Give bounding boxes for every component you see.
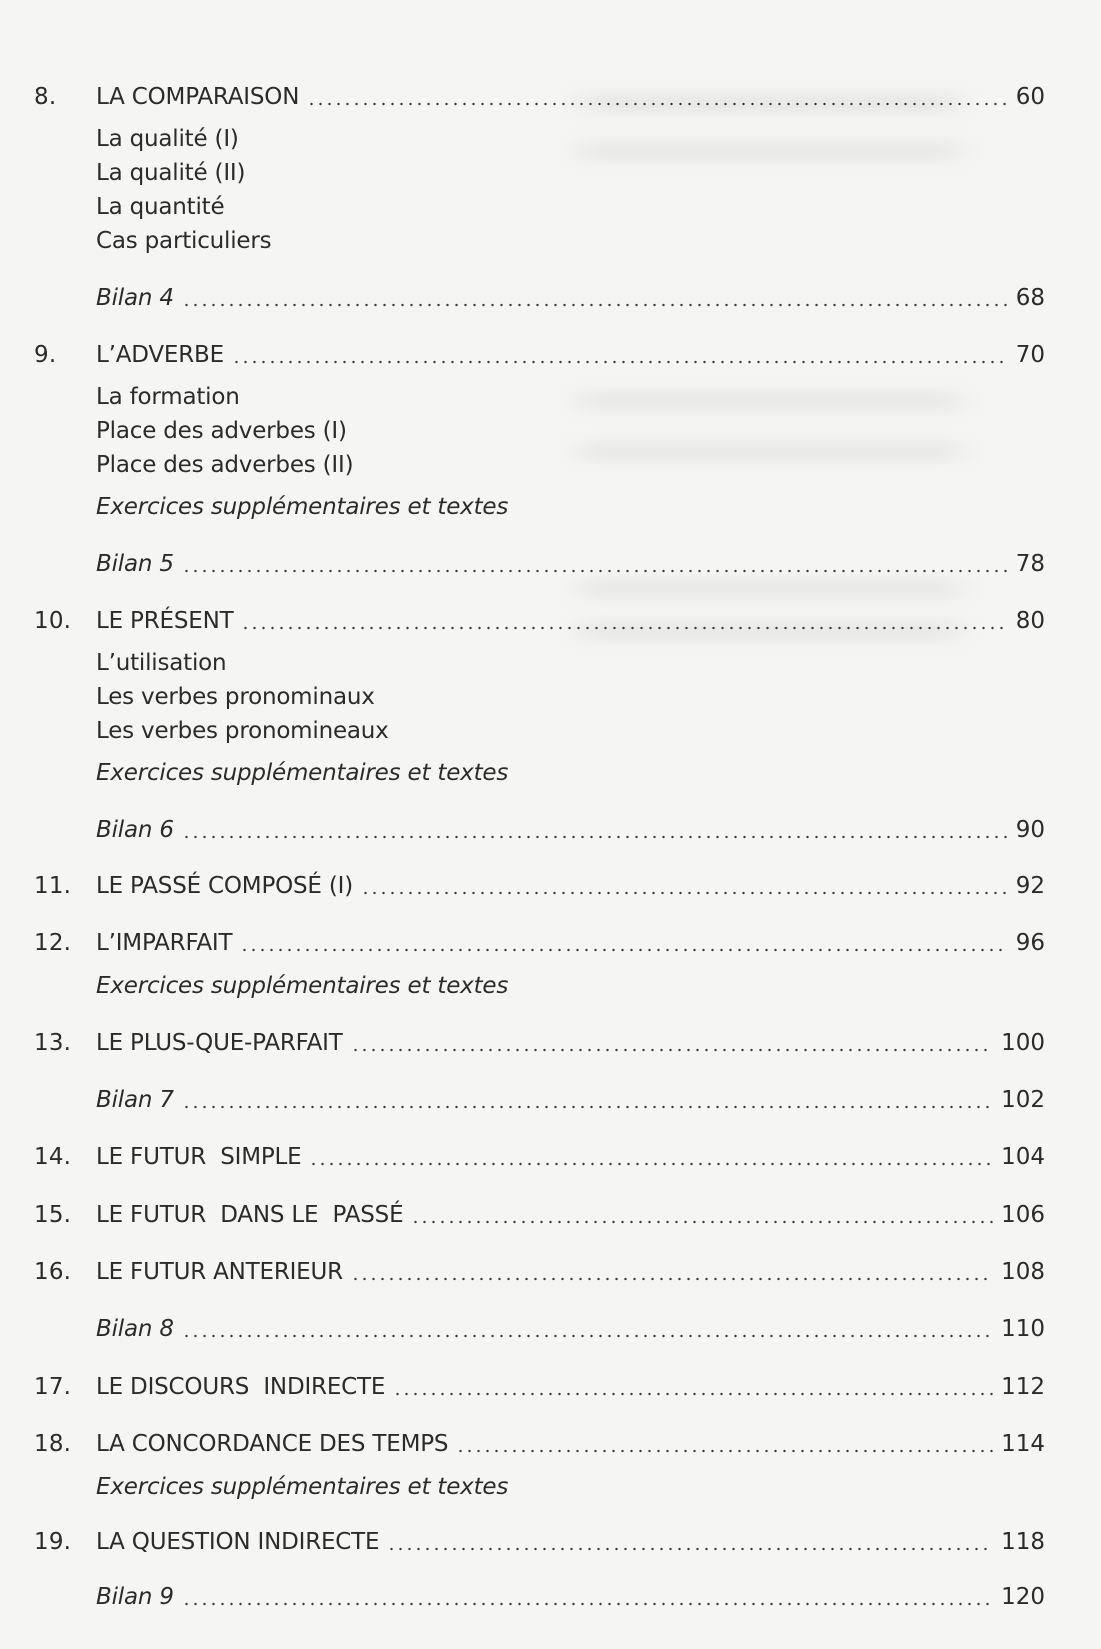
toc-entry <box>0 338 1101 372</box>
entry-line <box>96 547 1045 581</box>
subitem: La qualité (II) <box>96 160 246 186</box>
chapter-title: L’IMPARFAIT <box>96 930 233 956</box>
page-number: 106 <box>1001 1202 1045 1228</box>
page-number: 118 <box>1001 1529 1045 1555</box>
chapter-number: 13. <box>34 1030 72 1056</box>
toc-entry <box>0 1255 1101 1289</box>
chapter-number: 18. <box>34 1431 72 1457</box>
dot-leader <box>240 948 1007 952</box>
chapter-title: LE FUTUR DANS LE PASSÉ <box>96 1202 404 1228</box>
toc-entry <box>0 1427 1101 1461</box>
subitem: Cas particuliers <box>96 228 272 254</box>
bleed-through-shadow <box>560 578 980 600</box>
chapter-title: LE PASSÉ COMPOSÉ (I) <box>96 873 353 899</box>
subitem: Place des adverbes (II) <box>96 452 354 478</box>
subitem: L’utilisation <box>96 650 227 676</box>
page-number: 70 <box>1015 342 1045 368</box>
dot-leader <box>307 102 1007 106</box>
exercise-note: Exercices supplémentaires et textes <box>96 973 509 999</box>
bilan-title: Bilan 4 <box>96 285 174 311</box>
chapter-title: LA CONCORDANCE DES TEMPS <box>96 1431 449 1457</box>
entry-line <box>96 281 1045 315</box>
dot-leader <box>182 1602 993 1606</box>
page-number: 90 <box>1015 817 1045 843</box>
exercise-note: Exercices supplémentaires et textes <box>96 760 509 786</box>
entry-line <box>96 1370 1045 1404</box>
entry-line <box>96 1083 1045 1117</box>
chapter-title: L’ADVERBE <box>96 342 224 368</box>
page-number: 112 <box>1001 1374 1045 1400</box>
page-number: 104 <box>1001 1144 1045 1170</box>
dot-leader <box>393 1392 993 1396</box>
entry-line <box>96 1427 1045 1461</box>
bleed-through-shadow <box>560 440 980 462</box>
entry-line <box>96 926 1045 960</box>
chapter-number: 8. <box>34 84 57 110</box>
toc-entry <box>0 1198 1101 1232</box>
dot-leader <box>309 1162 993 1166</box>
entry-line <box>96 813 1045 847</box>
chapter-title: LE PRÉSENT <box>96 608 234 634</box>
toc-entry <box>0 926 1101 960</box>
entry-line <box>96 869 1045 903</box>
entry-line <box>96 338 1045 372</box>
bilan-title: Bilan 7 <box>96 1087 174 1113</box>
entry-line <box>96 1140 1045 1174</box>
exercise-note: Exercices supplémentaires et textes <box>96 494 509 520</box>
toc-entry <box>0 1140 1101 1174</box>
chapter-title: LE FUTUR ANTERIEUR <box>96 1259 343 1285</box>
page-number: 114 <box>1001 1431 1045 1457</box>
chapter-number: 17. <box>34 1374 72 1400</box>
page-number: 102 <box>1001 1087 1045 1113</box>
entry-line <box>96 80 1045 114</box>
toc-entry <box>0 1525 1101 1559</box>
dot-leader <box>387 1547 993 1551</box>
toc-entry <box>0 1370 1101 1404</box>
exercise-note: Exercices supplémentaires et textes <box>96 1474 509 1500</box>
subitem: Les verbes pronomineaux <box>96 718 389 744</box>
bleed-through-shadow <box>560 390 980 412</box>
chapter-title: LA COMPARAISON <box>96 84 300 110</box>
chapter-number: 10. <box>34 608 72 634</box>
dot-leader <box>351 1277 993 1281</box>
page-number: 96 <box>1015 930 1045 956</box>
dot-leader <box>241 626 1007 630</box>
dot-leader <box>351 1048 994 1052</box>
entry-line <box>96 1525 1045 1559</box>
chapter-number: 16. <box>34 1259 72 1285</box>
bilan-title: Bilan 6 <box>96 817 174 843</box>
page-number: 120 <box>1001 1584 1045 1610</box>
toc-entry <box>0 813 1101 847</box>
toc-entry <box>0 281 1101 315</box>
chapter-number: 12. <box>34 930 72 956</box>
chapter-number: 15. <box>34 1202 72 1228</box>
subitem: La qualité (I) <box>96 126 239 152</box>
bilan-title: Bilan 5 <box>96 551 174 577</box>
toc-entry <box>0 547 1101 581</box>
toc-entry <box>0 80 1101 114</box>
toc-entry <box>0 1026 1101 1060</box>
bilan-title: Bilan 9 <box>96 1584 174 1610</box>
chapter-number: 19. <box>34 1529 72 1555</box>
dot-leader <box>232 360 1007 364</box>
subitem: La formation <box>96 384 240 410</box>
subitem: Place des adverbes (I) <box>96 418 347 444</box>
dot-leader <box>456 1449 993 1453</box>
page-number: 60 <box>1015 84 1045 110</box>
entry-line <box>96 1580 1045 1614</box>
toc-entry <box>0 869 1101 903</box>
dot-leader <box>182 1105 993 1109</box>
dot-leader <box>182 1334 993 1338</box>
entry-line <box>96 1026 1045 1060</box>
toc-entry <box>0 1312 1101 1346</box>
toc-entry <box>0 1580 1101 1614</box>
dot-leader <box>411 1220 993 1224</box>
dot-leader <box>361 891 1007 895</box>
chapter-title: LE FUTUR SIMPLE <box>96 1144 302 1170</box>
bilan-title: Bilan 8 <box>96 1316 174 1342</box>
subitem: Les verbes pronominaux <box>96 684 375 710</box>
dot-leader <box>182 835 1007 839</box>
page-number: 108 <box>1001 1259 1045 1285</box>
toc-entry <box>0 604 1101 638</box>
entry-line <box>96 1255 1045 1289</box>
page-number: 100 <box>1001 1030 1045 1056</box>
chapter-title: LE PLUS-QUE-PARFAIT <box>96 1030 343 1056</box>
entry-line <box>96 604 1045 638</box>
page-number: 78 <box>1015 551 1045 577</box>
dot-leader <box>182 569 1007 573</box>
page-number: 68 <box>1015 285 1045 311</box>
page-number: 92 <box>1015 873 1045 899</box>
dot-leader <box>182 303 1007 307</box>
chapter-number: 14. <box>34 1144 72 1170</box>
page-number: 110 <box>1001 1316 1045 1342</box>
entry-line <box>96 1198 1045 1232</box>
page-number: 80 <box>1015 608 1045 634</box>
subitem: La quantité <box>96 194 225 220</box>
chapter-number: 11. <box>34 873 72 899</box>
chapter-title: LE DISCOURS INDIRECTE <box>96 1374 386 1400</box>
toc-entry <box>0 1083 1101 1117</box>
chapter-number: 9. <box>34 342 57 368</box>
chapter-title: LA QUESTION INDIRECTE <box>96 1529 380 1555</box>
entry-line <box>96 1312 1045 1346</box>
bleed-through-shadow <box>560 140 980 162</box>
